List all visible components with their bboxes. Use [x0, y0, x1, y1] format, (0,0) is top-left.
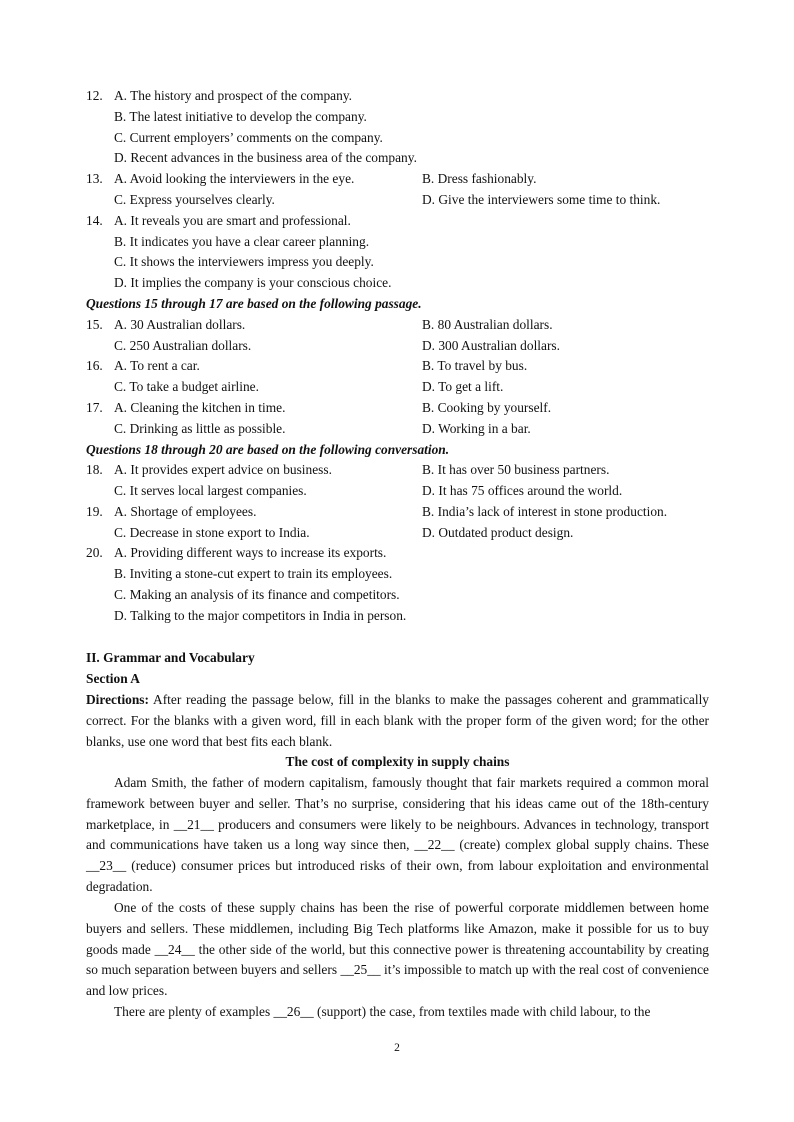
option-c: C. Express yourselves clearly.	[114, 192, 275, 207]
question-13: 13. A. Avoid looking the interviewers in the eye. B. Dress fashionably.	[86, 169, 536, 190]
question-13-row2	[86, 190, 660, 211]
option-b: B. 80 Australian dollars.	[422, 317, 553, 332]
section-heading: Questions 18 through 20 are based on the following conversation.	[86, 442, 450, 457]
option-a: A. Providing different ways to increase its exports.	[114, 545, 387, 560]
option-d: D. To get a lift.	[422, 379, 504, 394]
option-d: D. Give the interviewers some time to think.	[422, 192, 661, 207]
option-a: A. Avoid looking the interviewers in the eye.	[114, 171, 355, 186]
option-a: A. Cleaning the kitchen in time.	[114, 400, 286, 415]
option-d: D. It has 75 offices around the world.	[422, 483, 623, 498]
passage-title: The cost of complexity in supply chains	[285, 754, 510, 769]
paragraph-2: One of the costs of these supply chains has been the rise of powerful corporate middlemen between home buyers and sellers. These middlemen, including Big Tech platforms like Amazon, make it possible for us to buy goods made __24__ the other side of the world, but this connective power is threatening accountability by creating so much separation between buyers and sellers __25__ it’s impossible to match up with the real cost of convenience and low prices.	[86, 900, 709, 999]
question-14: 14. A. It reveals you are smart and professional.	[86, 213, 351, 228]
option-d: D. Recent advances in the business area of the company.	[114, 150, 417, 165]
option-c: C. Making an analysis of its finance and competitors.	[114, 587, 400, 602]
option-b: B. India’s lack of interest in stone production.	[422, 504, 668, 519]
question-17-row2	[86, 419, 531, 440]
question-19: 19. A. Shortage of employees. B. India’s lack of interest in stone production.	[86, 502, 667, 523]
option-a: A. Shortage of employees.	[114, 504, 257, 519]
question-15-row2	[86, 336, 560, 357]
section-a-heading: Section A	[86, 671, 140, 686]
option-b: B. Dress fashionably.	[422, 171, 537, 186]
option-d: D. Working in a bar.	[422, 421, 531, 436]
page-number: 2	[394, 1042, 400, 1054]
option-d: D. It implies the company is your conscious choice.	[114, 275, 392, 290]
option-a: A. It provides expert advice on business.	[114, 462, 332, 477]
question-16: 16. A. To rent a car. B. To travel by bus.	[86, 356, 527, 377]
option-b: B. Cooking by yourself.	[422, 400, 552, 415]
part-heading: II. Grammar and Vocabulary	[86, 650, 255, 665]
option-c: C. Drinking as little as possible.	[114, 421, 286, 436]
option-d: D. 300 Australian dollars.	[422, 338, 560, 353]
option-a: A. It reveals you are smart and professional.	[114, 213, 351, 228]
question-20: 20. A. Providing different ways to increase its exports.	[86, 545, 387, 560]
option-d: D. Outdated product design.	[422, 525, 574, 540]
option-b: B. Inviting a stone-cut expert to train its employees.	[114, 566, 393, 581]
paragraph-1: Adam Smith, the father of modern capitalism, famously thought that fair markets required a common moral framework between buyer and seller. That’s no surprise, considering that his ideas came out of the 18th-century marketplace, in __21__ producers and consumers were likely to be neighbours. Advances in technology, transport and communications have taken us a long way since then, __22__ (create) complex global supply chains. These __23__ (reduce) consumer prices but introduced risks of their own, from labour exploitation and environmental degradation.	[86, 775, 709, 894]
question-12: 12. A. The history and prospect of the company.	[86, 88, 352, 103]
question-15: 15. A. 30 Australian dollars. B. 80 Australian dollars.	[86, 315, 553, 336]
option-c: C. Decrease in stone export to India.	[114, 525, 310, 540]
question-18: 18. A. It provides expert advice on business. B. It has over 50 business partners.	[86, 460, 609, 481]
option-c: C. To take a budget airline.	[114, 379, 259, 394]
option-c: C. 250 Australian dollars.	[114, 338, 252, 353]
option-d: D. Talking to the major competitors in India in person.	[114, 608, 407, 623]
option-b: B. The latest initiative to develop the company.	[114, 109, 367, 124]
question-18-row2	[86, 481, 622, 502]
option-c: C. Current employers’ comments on the company.	[114, 130, 383, 145]
option-a: A. The history and prospect of the company.	[114, 88, 352, 103]
option-a: A. To rent a car.	[114, 358, 200, 373]
option-b: B. It indicates you have a clear career planning.	[114, 234, 370, 249]
directions-text: After reading the passage below, fill in the blanks to make the passages coherent and grammatically correct. For the blanks with a given word, fill in each blank with the proper form of the given word; for the other blanks, use one word that best fits each blank.	[86, 692, 709, 749]
question-16-row2	[86, 377, 503, 398]
option-a: A. 30 Australian dollars.	[114, 317, 246, 332]
option-b: B. It has over 50 business partners.	[422, 462, 610, 477]
option-b: B. To travel by bus.	[422, 358, 528, 373]
option-c: C. It serves local largest companies.	[114, 483, 307, 498]
directions-label: Directions:	[86, 692, 149, 707]
directions	[86, 690, 709, 752]
question-19-row2	[86, 523, 573, 544]
section-heading: Questions 15 through 17 are based on the following passage.	[86, 296, 422, 311]
paragraph-3: There are plenty of examples __26__ (support) the case, from textiles made with child labour, to the	[114, 1004, 651, 1019]
option-c: C. It shows the interviewers impress you deeply.	[114, 254, 374, 269]
question-17: 17. A. Cleaning the kitchen in time. B. Cooking by yourself.	[86, 398, 551, 419]
